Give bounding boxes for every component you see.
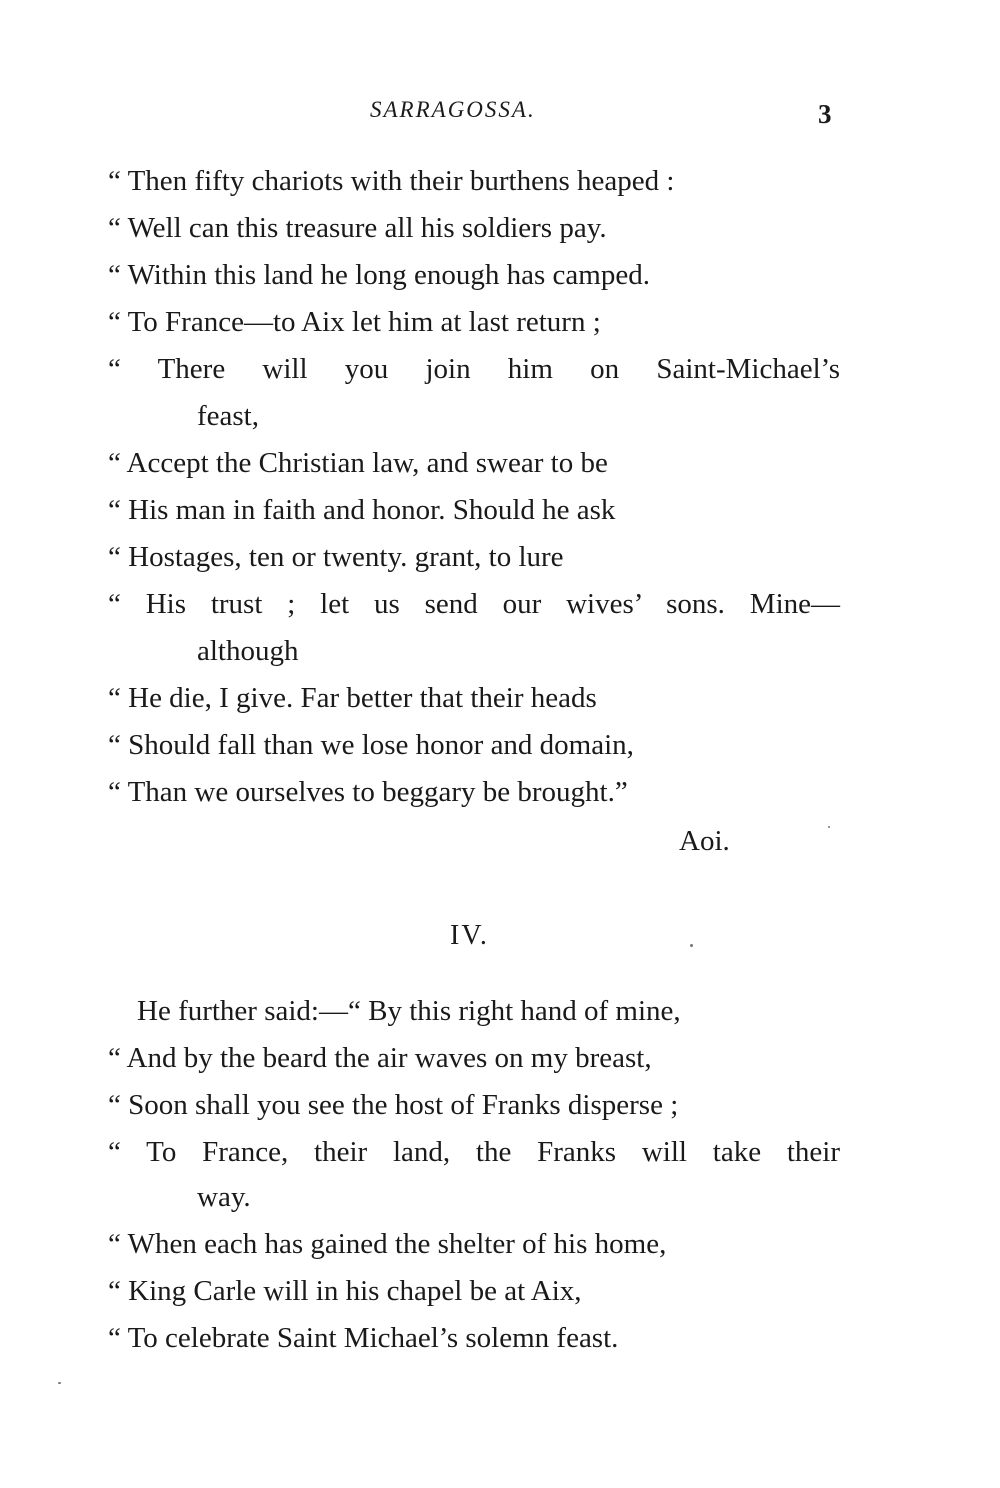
running-head xyxy=(0,97,1000,137)
verse-line: “ His man in faith and honor. Should he ask xyxy=(108,494,616,526)
verse-line-continuation: feast, xyxy=(197,400,259,432)
verse-line: “ To France—to Aix let him at last return ; xyxy=(108,306,601,338)
print-speck xyxy=(58,1382,61,1384)
verse-line: “ Then fifty chariots with their burthens heaped : xyxy=(108,165,675,197)
verse-line: “ Hostages, ten or twenty. grant, to lure xyxy=(108,541,564,573)
verse-line: “ To celebrate Saint Michael’s solemn feast. xyxy=(108,1322,619,1354)
verse-line: “ To France, their land, the Franks will take their xyxy=(108,1136,840,1168)
verse-line: “ There will you join him on Saint-Michael’s xyxy=(108,353,840,385)
verse-line: “ Soon shall you see the host of Franks disperse ; xyxy=(108,1089,679,1121)
verse-line: “ And by the beard the air waves on my breast, xyxy=(108,1042,652,1074)
verse-line: “ His trust ; let us send our wives’ sons. Mine— xyxy=(108,588,840,620)
verse-line-continuation: although xyxy=(197,635,299,667)
verse-line: “ King Carle will in his chapel be at Aix, xyxy=(108,1275,582,1307)
refrain-aoi: Aoi. xyxy=(679,825,730,857)
verse-line: “ Than we ourselves to beggary be brought.” xyxy=(108,776,628,808)
section-heading: IV. xyxy=(450,920,489,951)
print-speck xyxy=(690,944,693,947)
verse-line: “ Accept the Christian law, and swear to be xyxy=(108,447,608,479)
verse-line: “ He die, I give. Far better that their heads xyxy=(108,682,597,714)
verse-line: “ Within this land he long enough has camped. xyxy=(108,259,650,291)
verse-line: “ When each has gained the shelter of his home, xyxy=(108,1228,667,1260)
verse-line: “ Should fall than we lose honor and domain, xyxy=(108,729,634,761)
running-title: SARRAGOSSA. xyxy=(370,97,536,122)
verse-line: He further said:—“ By this right hand of mine, xyxy=(137,995,681,1027)
page-number: 3 xyxy=(818,99,832,129)
verse-line-continuation: way. xyxy=(197,1181,251,1213)
print-speck xyxy=(828,826,830,828)
verse-line: “ Well can this treasure all his soldiers pay. xyxy=(108,212,607,244)
